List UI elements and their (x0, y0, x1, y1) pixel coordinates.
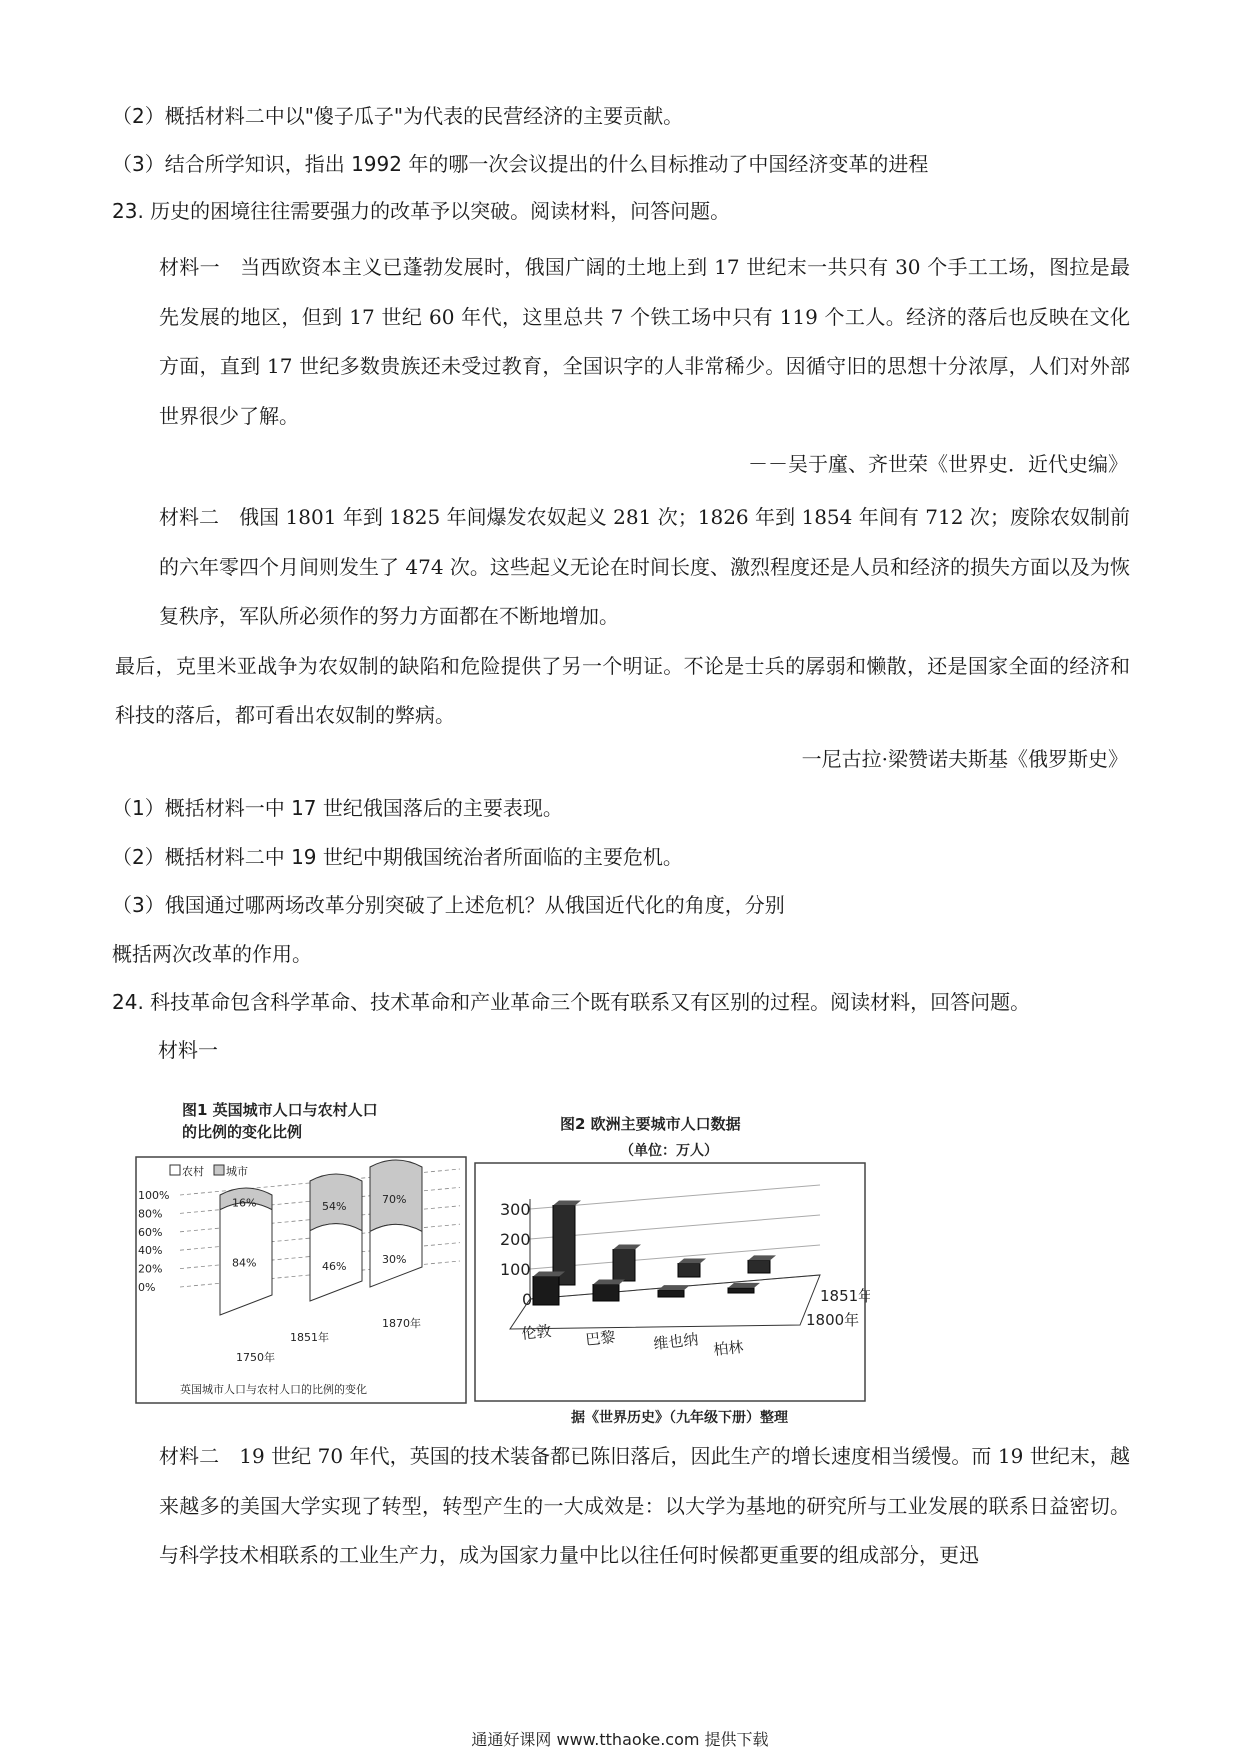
fig2-series-label: 1851年 (820, 1287, 870, 1305)
fig1-urban-value-label: 54% (322, 1199, 347, 1213)
fig2-category-label: 维也纳 (652, 1330, 700, 1353)
fig1-category-label: 1870年 (382, 1317, 421, 1330)
fig1-ytick-label: 100% (138, 1189, 170, 1202)
q22-2-text: （2）概括材料二中以"傻子瓜子"为代表的民营经济的主要贡献。 (112, 104, 684, 128)
fig2-bar-1851 (678, 1264, 700, 1278)
fig1-urban-value-label: 70% (382, 1193, 407, 1207)
q23-3-text-continued: 概括两次改革的作用。 (112, 942, 312, 966)
fig1-urban-value-label: 16% (232, 1196, 257, 1210)
material-1-source: －－吴于廑、齐世荣《世界史．近代史编》 (748, 452, 1128, 476)
fig2-bar-1851 (748, 1260, 770, 1273)
fig1-ytick-label: 80% (138, 1207, 163, 1221)
material-2-source: 一尼古拉·梁赞诺夫斯基《俄罗斯史》 (801, 747, 1128, 771)
material-1 (115, 243, 1130, 441)
legend-urban-swatch (214, 1165, 224, 1175)
fig2-ytick-label: 200 (500, 1230, 531, 1249)
fig2-title: 图2 欧洲主要城市人口数据 (560, 1115, 741, 1133)
fig2-ytick-label: 100 (500, 1260, 531, 1279)
page-footer: 通通好课网 www.tthaoke.com 提供下载 (471, 1730, 769, 1749)
legend-urban-label: 城市 (226, 1165, 248, 1178)
fig2-ytick-label: 0 (522, 1290, 533, 1309)
material-2 (115, 493, 1130, 741)
material-24-2 (115, 1432, 1130, 1581)
fig2-bar-1800 (593, 1285, 619, 1302)
fig2-ytick-label: 300 (500, 1200, 531, 1219)
fig1-caption: 英国城市人口与农村人口的比例的变化 (180, 1383, 367, 1396)
fig1-category-label: 1851年 (290, 1331, 329, 1344)
q22-3-text: （3）结合所学知识，指出 1992 年的哪一次会议提出的什么目标推动了中国经济变革的进程 (112, 152, 929, 176)
fig2-unit: （单位：万人） (620, 1143, 718, 1159)
fig2-bar-1851 (613, 1250, 635, 1282)
legend-rural-swatch (170, 1165, 180, 1175)
fig2-category-label: 柏林 (712, 1337, 745, 1359)
legend-rural-label: 农村 (182, 1165, 204, 1178)
fig2-bar-1800 (658, 1290, 684, 1297)
fig2-series-label: 1800年 (806, 1311, 860, 1329)
material-1-text: 材料一 当西欧资本主义已蓬勃发展时，俄国广阔的土地上到 17 世纪末一共只有 30 个手工工场，图拉是最先发展的地区，但到 17 世纪 60 年代，这里总共 7 个铁工场中只有 119 个工人。经济的落后也反映在文化方面，直到 17 世纪多数贵族还未受过教育，全国识字的人非常稀少。因循守旧的思想十分浓厚，人们对外部世界很少了解。 (159, 255, 1130, 428)
q23-3-text: （3）俄国通过哪两场改革分别突破了上述危机？从俄国近代化的角度，分别 (112, 893, 785, 917)
material-2-text-continued: 最后，克里米亚战争为农奴制的缺陷和危险提供了另一个明证。不论是士兵的孱弱和懒散，还是国家全面的经济和科技的落后，都可看出农奴制的弊病。 (115, 653, 1130, 727)
fig1-rural-value-label: 30% (382, 1253, 407, 1267)
q23-2-text: （2）概括材料二中 19 世纪中期俄国统治者所面临的主要危机。 (112, 845, 683, 869)
fig1-ytick-label: 60% (138, 1225, 163, 1239)
fig1-title-line1: 图1 英国城市人口与农村人口 (182, 1101, 378, 1119)
fig1-rural-value-label: 84% (232, 1256, 257, 1270)
figure-1 (136, 1101, 466, 1403)
fig2-category-label: 巴黎 (584, 1327, 617, 1349)
fig2-category-label: 伦敦 (520, 1321, 553, 1343)
fig1-ytick-label: 40% (138, 1244, 163, 1258)
fig2-bar-1800 (533, 1277, 559, 1306)
fig1-title-line2: 的比例的变化比例 (182, 1123, 303, 1141)
fig2-source: 据《世界历史》（九年级下册）整理 (571, 1410, 788, 1425)
fig1-rural-value-label: 46% (322, 1259, 347, 1273)
q23-title: 23. 历史的困境往往需要强力的改革予以突破。阅读材料，问答问题。 (112, 199, 731, 223)
q24-title: 24. 科技革命包含科学革命、技术革命和产业革命三个既有联系又有区别的过程。阅读材料，回答问题。 (112, 990, 1031, 1014)
fig1-ytick-label: 20% (138, 1262, 163, 1276)
material-24-2-text: 材料二 19 世纪 70 年代，英国的技术装备都已陈旧落后，因此生产的增长速度相当缓慢。而 19 世纪末，越来越多的美国大学实现了转型，转型产生的一大成效是：以大学为基地的研究所与工业发展的联系日益密切。与科学技术相联系的工业生产力，成为国家力量中比以往任何时候都更重要的组成部分，更迅 (159, 1444, 1130, 1567)
figures-panel (130, 1095, 870, 1425)
figure-2 (475, 1115, 870, 1425)
fig2-bar-1800 (728, 1288, 754, 1293)
material-2-text: 材料二 俄国 1801 年到 1825 年间爆发农奴起义 281 次；1826 年到 1854 年间有 712 次；废除农奴制前的六年零四个月间则发生了 474 次。这些起义无论在时间长度、激烈程度还是人员和经济的损失方面以及为恢复秩序，军队所必须作的努力方面都在不断地增加。 (159, 505, 1130, 628)
q24-material-1-label: 材料一 (158, 1038, 218, 1062)
fig1-category-label: 1750年 (236, 1351, 275, 1364)
fig1-ytick-label: 0% (138, 1281, 156, 1294)
q23-1-text: （1）概括材料一中 17 世纪俄国落后的主要表现。 (112, 796, 563, 820)
figures-svg (130, 1095, 870, 1425)
